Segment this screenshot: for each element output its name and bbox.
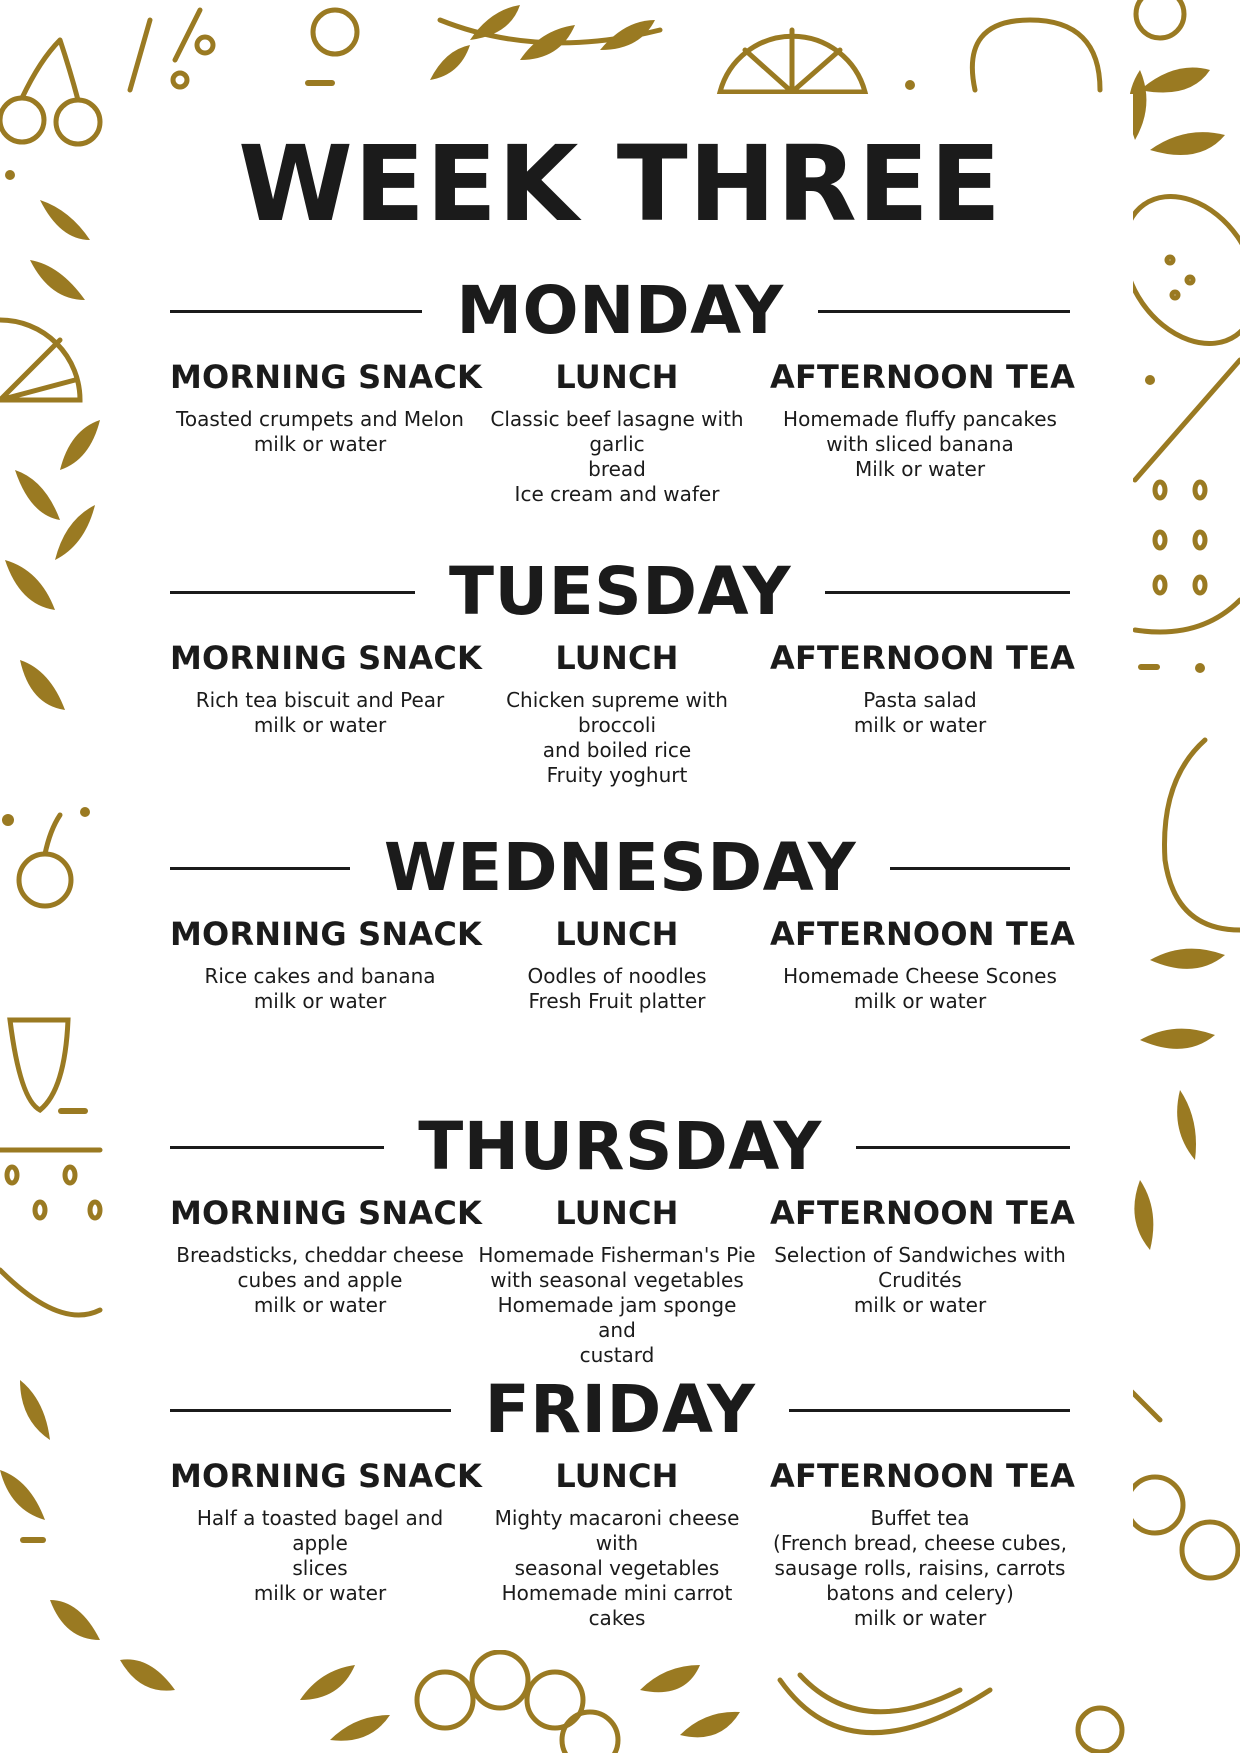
meal-heading: AFTERNOON TEA: [770, 915, 1076, 953]
meal-afternoon-tea: [770, 912, 1076, 1014]
orange-slice-icon: [0, 320, 80, 400]
meal-afternoon-tea: [770, 355, 1076, 507]
menu-line: milk or water: [253, 1293, 387, 1317]
meal-heading: MORNING SNACK: [170, 639, 483, 677]
menu-line: Milk or water: [854, 457, 986, 481]
meal-heading: AFTERNOON TEA: [770, 1194, 1076, 1232]
menu-line: Fruity yoghurt: [546, 763, 688, 787]
meal-heading: MORNING SNACK: [170, 915, 483, 953]
grapes-icon: [417, 1652, 618, 1753]
meal-heading: AFTERNOON TEA: [770, 639, 1076, 677]
meal-afternoon-tea: [770, 636, 1076, 788]
divider: [170, 1409, 451, 1412]
meal-morning-snack: [170, 1454, 483, 1631]
menu-line: Crudités: [878, 1268, 962, 1292]
divider: [170, 591, 415, 594]
menu-line: Homemade jam sponge and: [497, 1293, 737, 1342]
meal-morning-snack: [170, 355, 483, 507]
menu-line: Toasted crumpets and Melon: [176, 407, 464, 431]
cherry-icon: [313, 10, 357, 54]
menu-line: with seasonal vegetables: [490, 1268, 744, 1292]
meal-morning-snack: [170, 912, 483, 1014]
menu-line: milk or water: [253, 1581, 387, 1605]
day-section-tuesday: [170, 553, 1076, 788]
menu-line: slices: [292, 1556, 348, 1580]
divider: [856, 1146, 1070, 1149]
cherry-icon: [1078, 1708, 1122, 1752]
day-section-wednesday: [170, 829, 1076, 1014]
meal-lunch: [476, 1191, 758, 1368]
meal-morning-snack: [170, 636, 483, 788]
menu-line: Homemade Cheese Scones: [783, 964, 1057, 988]
day-name: THURSDAY: [418, 1108, 822, 1185]
menu-line: milk or water: [853, 1293, 987, 1317]
menu-line: Pasta salad: [863, 688, 977, 712]
leaf-branch-icon: [430, 5, 655, 80]
day-header: [170, 1108, 1070, 1185]
menu-line: milk or water: [853, 713, 987, 737]
meal-afternoon-tea: [770, 1191, 1076, 1368]
day-header: [170, 272, 1070, 349]
divider: [170, 1146, 384, 1149]
meal-heading: AFTERNOON TEA: [770, 1457, 1076, 1495]
menu-line: sausage rolls, raisins, carrots: [774, 1556, 1066, 1580]
meal-afternoon-tea: [770, 1454, 1076, 1631]
divider: [825, 591, 1070, 594]
menu-line: Rice cakes and banana: [204, 964, 436, 988]
menu-line: milk or water: [253, 989, 387, 1013]
meal-lunch: [476, 355, 758, 507]
menu-line: custard: [579, 1343, 655, 1367]
orange-slice-icon: [720, 30, 865, 92]
menu-line: milk or water: [253, 432, 387, 456]
pear-icon: [1165, 740, 1240, 930]
day-name: FRIDAY: [484, 1371, 756, 1448]
menu-line: Fresh Fruit platter: [528, 989, 706, 1013]
meal-morning-snack: [170, 1191, 483, 1368]
strawberry-icon: [10, 1020, 68, 1110]
day-header: [170, 829, 1070, 906]
divider: [818, 310, 1070, 313]
meal-heading: LUNCH: [555, 1457, 679, 1495]
menu-line: Homemade mini carrot cakes: [501, 1581, 733, 1630]
menu-line: Buffet tea: [870, 1506, 970, 1530]
menu-line: Half a toasted bagel and apple: [196, 1506, 444, 1555]
menu-line: Homemade Fisherman's Pie: [478, 1243, 756, 1267]
meal-lunch: [476, 636, 758, 788]
orange-slice-icon: [1127, 1390, 1238, 1578]
meal-heading: LUNCH: [555, 1194, 679, 1232]
meal-heading: LUNCH: [555, 915, 679, 953]
menu-line: cubes and apple: [237, 1268, 403, 1292]
menu-line: milk or water: [853, 989, 987, 1013]
day-header: [170, 553, 1070, 630]
divider: [789, 1409, 1070, 1412]
day-section-thursday: [170, 1108, 1076, 1368]
menu-line: Breadsticks, cheddar cheese: [176, 1243, 464, 1267]
meal-heading: LUNCH: [555, 358, 679, 396]
meal-heading: AFTERNOON TEA: [770, 358, 1076, 396]
day-name: TUESDAY: [448, 553, 792, 630]
menu-line: Oodles of noodles: [527, 964, 707, 988]
watermelon-icon: [0, 1150, 100, 1315]
cherry-icon: [19, 815, 71, 906]
menu-line: milk or water: [853, 1606, 987, 1630]
menu-line: (French bread, cheese cubes,: [773, 1531, 1067, 1555]
meal-heading: MORNING SNACK: [170, 1457, 483, 1495]
menu-line: bread: [588, 457, 646, 481]
day-section-friday: [170, 1371, 1076, 1631]
meal-heading: LUNCH: [555, 639, 679, 677]
meal-lunch: [476, 1454, 758, 1631]
menu-line: Chicken supreme with broccoli: [506, 688, 728, 737]
menu-line: Classic beef lasagne with garlic: [490, 407, 744, 456]
meal-lunch: [476, 912, 758, 1014]
menu-line: Mighty macaroni cheese with: [494, 1506, 740, 1555]
menu-line: with sliced banana: [826, 432, 1014, 456]
apple-icon: [972, 20, 1100, 90]
menu-line: seasonal vegetables: [514, 1556, 720, 1580]
leaf-branch-icon: [5, 200, 100, 710]
leaf-branch-icon: [1134, 949, 1225, 1250]
day-section-monday: [170, 272, 1076, 507]
divider: [890, 867, 1070, 870]
divider: [170, 867, 350, 870]
menu-line: Selection of Sandwiches with: [774, 1243, 1066, 1267]
day-header: [170, 1371, 1070, 1448]
menu-line: batons and celery): [826, 1581, 1014, 1605]
page-title: WEEK THREE: [238, 123, 1002, 245]
meal-heading: MORNING SNACK: [170, 358, 483, 396]
meal-heading: MORNING SNACK: [170, 1194, 483, 1232]
menu-line: milk or water: [253, 713, 387, 737]
day-name: MONDAY: [456, 272, 784, 349]
menu-line: and boiled rice: [542, 738, 692, 762]
cherry-icon: [0, 40, 100, 144]
divider: [170, 310, 422, 313]
menu-line: Homemade fluffy pancakes: [783, 407, 1057, 431]
menu-line: Ice cream and wafer: [514, 482, 720, 506]
menu-line: Rich tea biscuit and Pear: [195, 688, 445, 712]
day-name: WEDNESDAY: [383, 829, 857, 906]
watermelon-icon: [1135, 360, 1240, 632]
